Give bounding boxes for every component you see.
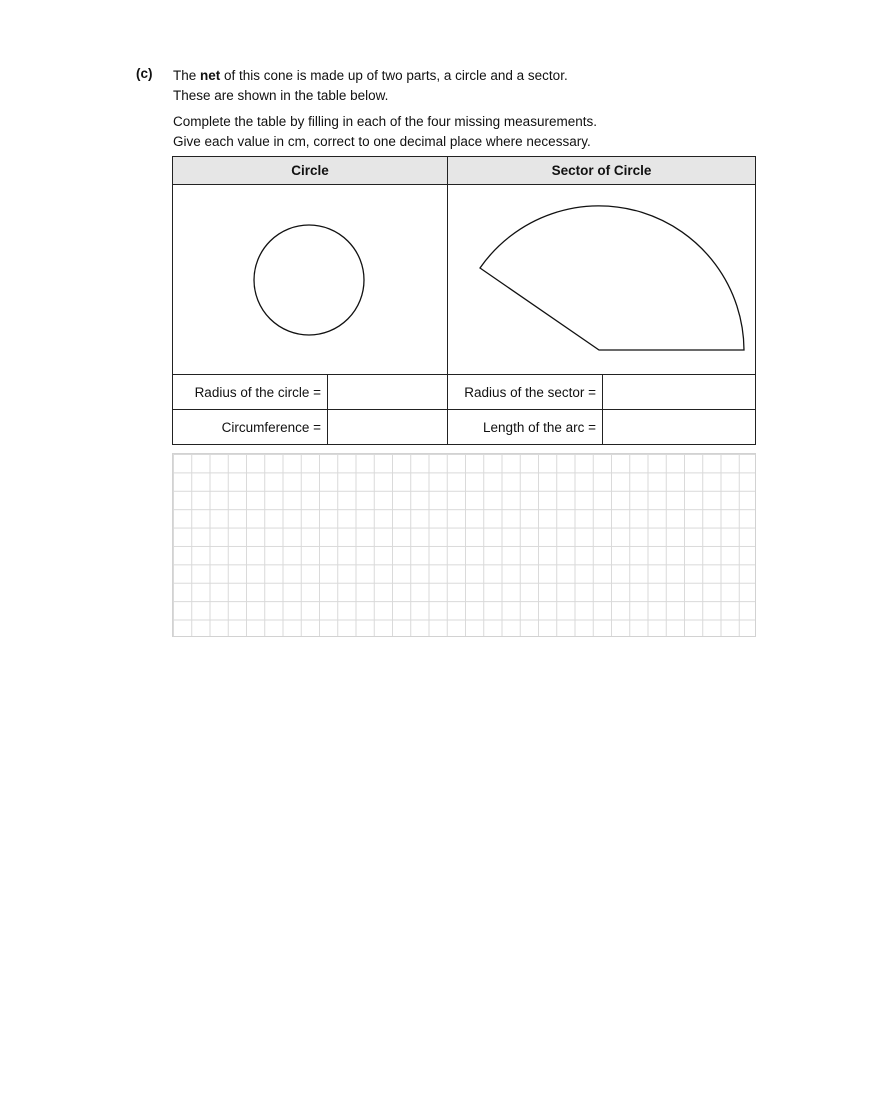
- circumference-label: Circumference =: [173, 410, 328, 444]
- intro-paragraph: [173, 66, 568, 105]
- intro-line-1: [173, 66, 568, 86]
- radius-sector-label: Radius of the sector =: [448, 375, 603, 409]
- circle-drawing-cell: [173, 185, 447, 375]
- instructions-paragraph: [173, 112, 597, 151]
- sector-diagram: [448, 185, 756, 375]
- row-arc-length: [447, 410, 755, 444]
- row-radius-sector: [447, 375, 755, 410]
- intro-text-end: of this cone is made up of two parts, a circle and a sector.: [220, 68, 568, 83]
- arc-length-label: Length of the arc =: [448, 410, 603, 444]
- intro-line-2: These are shown in the table below.: [173, 87, 389, 103]
- circle-diagram: [173, 185, 447, 375]
- part-label: (c): [136, 66, 153, 81]
- circle-shape: [254, 225, 364, 335]
- radius-circle-answer[interactable]: [328, 375, 447, 409]
- header-sector: Sector of Circle: [447, 157, 755, 185]
- row-circumference: [173, 410, 447, 444]
- instruction-line-1: Complete the table by filling in each of the four missing measurements.: [173, 114, 597, 129]
- sector-shape: [480, 206, 744, 350]
- intro-text-start: The: [173, 68, 201, 83]
- sector-drawing-cell: [447, 185, 755, 375]
- circumference-answer[interactable]: [328, 410, 447, 444]
- arc-length-answer[interactable]: [603, 410, 755, 444]
- working-grid[interactable]: [172, 453, 756, 637]
- radius-circle-label: Radius of the circle =: [173, 375, 328, 409]
- instruction-line-2: Give each value in cm, correct to one decimal place where necessary.: [173, 133, 591, 149]
- radius-sector-answer[interactable]: [603, 375, 755, 409]
- header-circle: Circle: [173, 157, 447, 185]
- intro-bold-word: net: [200, 68, 221, 83]
- net-table: [172, 156, 756, 445]
- row-radius-circle: [173, 375, 447, 410]
